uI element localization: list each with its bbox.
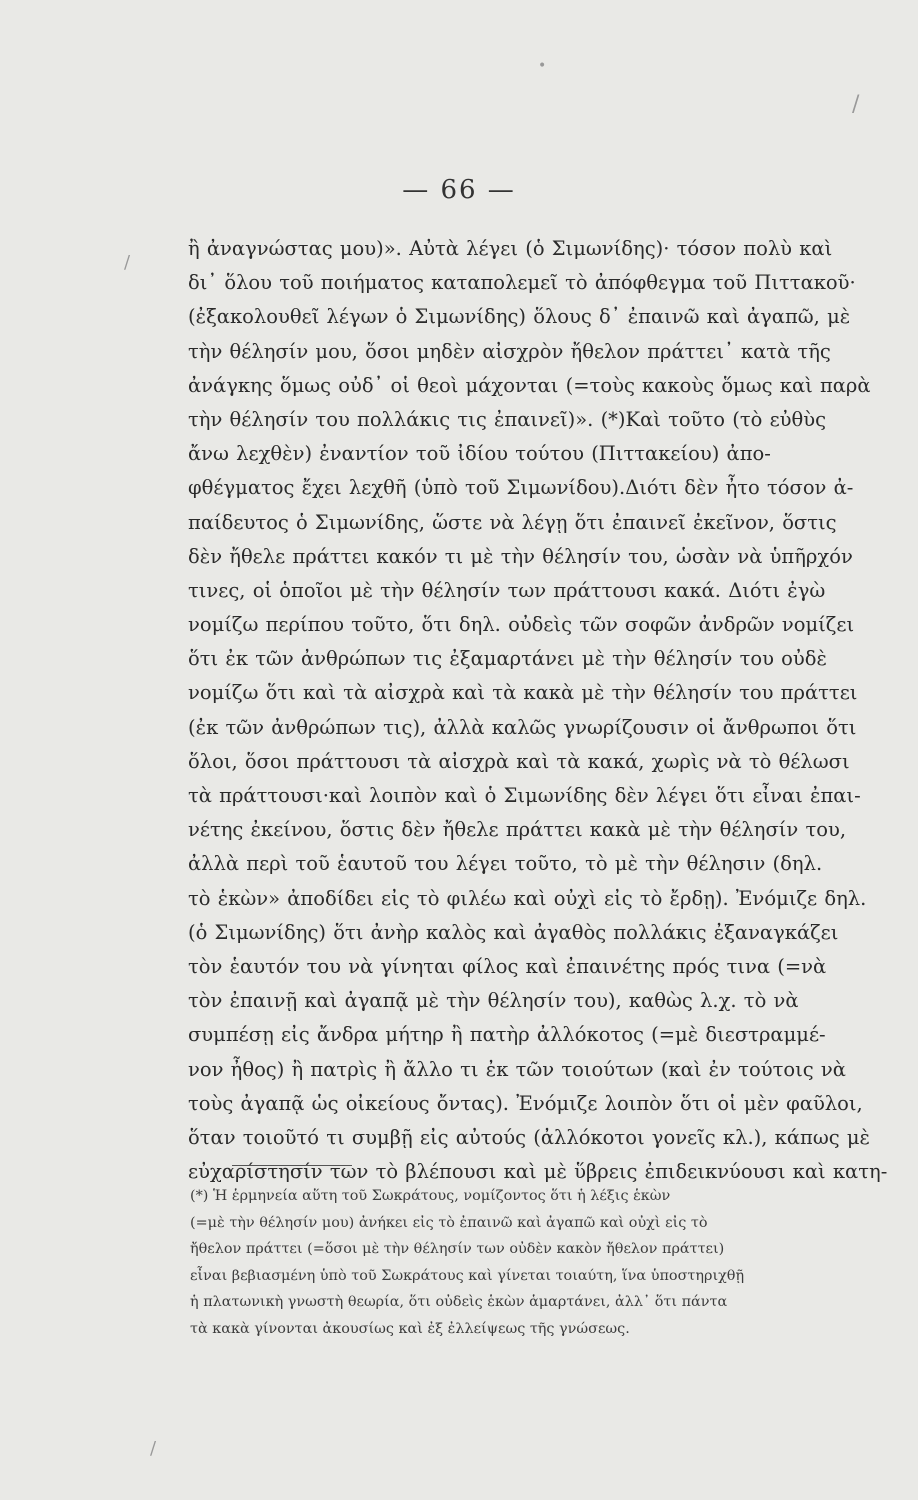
body-line: τὸν ἑαυτόν του νὰ γίνηται φίλος καὶ ἐπαινέτης πρός τινα (=νὰ <box>188 954 827 978</box>
body-line: τὰ πράττουσι·καὶ λοιπὸν καὶ ὁ Σιμωνίδης δὲν λέγει ὅτι εἶναι ἐπαι- <box>188 784 861 807</box>
body-line: (ὁ Σιμωνίδης) ὅτι ἀνὴρ καλὸς καὶ ἀγαθὸς πολλάκις ἐξαναγκάζει <box>188 920 839 944</box>
body-line: τοὺς ἀγαπᾷ ὡς οἰκείους ὄντας). Ἐνόμιζε λοιπὸν ὅτι οἱ μὲν φαῦλοι, <box>188 1091 863 1115</box>
footnote-line: ἡ πλατωνικὴ γνωστὴ θεωρία, ὅτι οὐδεὶς ἑκὼν ἁμαρτάνει, ἀλλ᾽ ὅτι πάντα <box>190 1294 728 1311</box>
body-line: ἢ ἀναγνώστας μου)». Αὐτὰ λέγει (ὁ Σιμωνίδης)· τόσον πολὺ καὶ <box>188 237 833 260</box>
body-line: ὅλοι, ὅσοι πράττουσι τὰ αἰσχρὰ καὶ τὰ κακά, χωρὶς νὰ τὸ θέλωσι <box>188 749 850 773</box>
body-line: (ἐκ τῶν ἀνθρώπων τις), ἀλλὰ καλῶς γνωρίζουσιν οἱ ἄνθρωποι ὅτι <box>188 715 857 739</box>
body-line: παίδευτος ὁ Σιμωνίδης, ὥστε νὰ λέγῃ ὅτι ἐπαινεῖ ἐκεῖνον, ὅστις <box>188 510 837 534</box>
body-line: συμπέσῃ εἰς ἄνδρα μήτηρ ἢ πατὴρ ἀλλόκοτος (=μὲ διεστραμμέ- <box>188 1023 826 1047</box>
body-line: ὅταν τοιοῦτό τι συμβῇ εἰς αὐτούς (ἀλλόκοτοι γονεῖς κλ.), κάπως μὲ <box>188 1125 870 1149</box>
body-line: ἀνάγκης ὅμως οὐδ᾽ οἱ θεοὶ μάχονται (=τοὺς κακοὺς ὅμως καὶ παρὰ <box>188 373 871 397</box>
page-number: — 66 — <box>402 175 516 205</box>
body-line: ἀλλὰ περὶ τοῦ ἑαυτοῦ του λέγει τοῦτο, τὸ μὲ τὴν θέλησιν (δηλ. <box>188 852 823 876</box>
ink-speck: • <box>538 58 547 74</box>
main-text <box>188 232 900 1189</box>
footnote-line: (=μὲ τὴν θέλησίν μου) ἀνήκει εἰς τὸ ἐπαινῶ καὶ ἀγαπῶ καὶ οὐχὶ εἰς τὸ <box>190 1214 708 1231</box>
pencil-mark-left: / <box>124 252 131 273</box>
body-line: νέτης ἐκείνου, ὅστις δὲν ἤθελε πράττει κακὰ μὲ τὴν θέλησίν του, <box>188 818 847 842</box>
pencil-mark: / <box>852 92 860 117</box>
footnote-rule <box>232 1165 352 1166</box>
body-line: τὸ ἑκὼν» ἀποδίδει εἰς τὸ φιλέω καὶ οὐχὶ εἰς τὸ ἔρδῃ). Ἐνόμιζε δηλ. <box>188 886 867 910</box>
body-line: (ἐξακολουθεῖ λέγων ὁ Σιμωνίδης) ὅλους δ᾽ ἐπαινῶ καὶ ἀγαπῶ, μὲ <box>188 305 851 329</box>
body-line: νομίζω περίπου τοῦτο, ὅτι δηλ. οὐδεὶς τῶν σοφῶν ἀνδρῶν νομίζει <box>188 613 855 637</box>
body-line: τὸν ἐπαινῇ καὶ ἀγαπᾷ μὲ τὴν θέλησίν του), καθὼς λ.χ. τὸ νὰ <box>188 989 799 1013</box>
pencil-mark-bottom: / <box>150 1438 157 1459</box>
body-line: εὐχαρίστησίν των τὸ βλέπουσι καὶ μὲ ὕβρεις ἐπιδεικνύουσι καὶ κατη- <box>188 1160 888 1184</box>
body-line: ὅτι ἐκ τῶν ἀνθρώπων τις ἐξαμαρτάνει μὲ τὴν θέλησίν του οὐδὲ <box>188 647 827 671</box>
body-line: ἄνω λεχθὲν) ἐναντίον τοῦ ἰδίου τούτου (Πιττακείου) ἀπο- <box>188 442 771 466</box>
body-line: νον ἦθος) ἢ πατρὶς ἢ ἄλλο τι ἐκ τῶν τοιούτων (καὶ ἐν τούτοις νὰ <box>188 1057 846 1081</box>
body-line: τὴν θέλησίν μου, ὅσοι μηδὲν αἰσχρὸν ἤθελον πράττει᾽ κατὰ τῆς <box>188 339 831 363</box>
footnote <box>190 1183 902 1343</box>
footnote-line: ἤθελον πράττει (=ὅσοι μὲ τὴν θέλησίν των οὐδὲν κακὸν ἤθελον πράττει) <box>190 1241 725 1258</box>
body-line: δι᾽ ὅλου τοῦ ποιήματος καταπολεμεῖ τὸ ἀπόφθεγμα τοῦ Πιττακοῦ· <box>188 271 856 295</box>
footnote-line: (*) Ἡ ἑρμηνεία αὕτη τοῦ Σωκράτους, νομίζοντος ὅτι ἡ λέξις ἑκὼν <box>190 1188 671 1204</box>
footnote-line: τὰ κακὰ γίνονται ἀκουσίως καὶ ἐξ ἐλλείψεως τῆς γνώσεως. <box>190 1320 630 1337</box>
body-line: τινες, οἱ ὁποῖοι μὲ τὴν θέλησίν των πράττουσι κακά. Διότι ἐγὼ <box>188 578 826 602</box>
footnote-line: εἶναι βεβιασμένη ὑπὸ τοῦ Σωκράτους καὶ γίνεται τοιαύτη, ἵνα ὑποστηριχθῇ <box>190 1267 745 1284</box>
body-line: φθέγματος ἔχει λεχθῆ (ὑπὸ τοῦ Σιμωνίδου).Διότι δὲν ἦτο τόσον ἀ- <box>188 476 854 500</box>
body-line: νομίζω ὅτι καὶ τὰ αἰσχρὰ καὶ τὰ κακὰ μὲ τὴν θέλησίν του πράττει <box>188 681 858 705</box>
body-line: δὲν ἤθελε πράττει κακόν τι μὲ τὴν θέλησίν του, ὡσὰν νὰ ὑπῆρχόν <box>188 544 853 568</box>
body-line: τὴν θέλησίν του πολλάκις τις ἐπαινεῖ)». (*)Καὶ τοῦτο (τὸ εὐθὺς <box>188 407 827 431</box>
